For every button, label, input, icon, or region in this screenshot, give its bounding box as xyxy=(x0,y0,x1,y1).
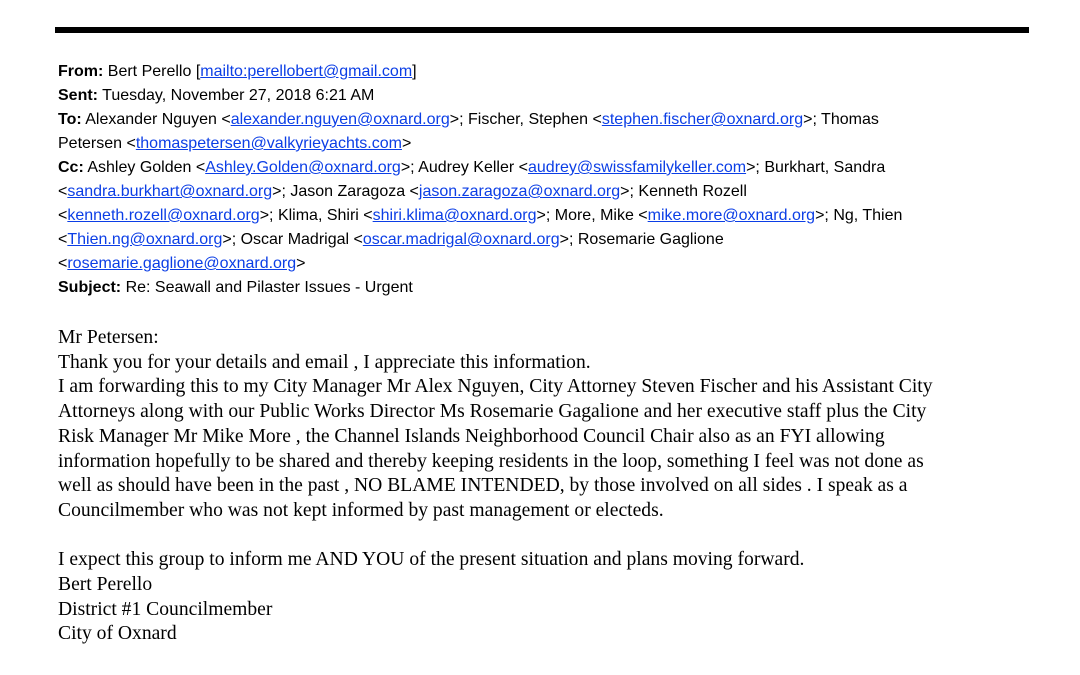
body-line: I expect this group to inform me AND YOU of the present situation and plans moving forward. xyxy=(58,549,805,571)
cc-recipient-name: >; Kenneth Rozell xyxy=(620,183,747,200)
cc-recipient-name: < xyxy=(58,231,68,248)
cc-recipient-name: Ashley Golden < xyxy=(87,159,206,176)
to-label: To: xyxy=(58,111,82,128)
to-recipient-email-link[interactable]: stephen.fischer@oxnard.org xyxy=(601,111,804,128)
cc-line xyxy=(58,156,1033,276)
top-divider xyxy=(55,27,1029,33)
cc-recipient-email-link[interactable]: jason.zaragoza@oxnard.org xyxy=(418,183,621,200)
to-recipient-email-link[interactable]: thomaspetersen@valkyrieyachts.com xyxy=(135,135,402,152)
greeting: Mr Petersen: xyxy=(58,327,159,348)
cc-recipient-name: < xyxy=(58,255,68,272)
body-line: Risk Manager Mr Mike More , the Channel Islands Neighborhood Council Chair also as an FYI allowing xyxy=(58,425,885,447)
from-line xyxy=(58,60,1033,84)
paragraph-gap xyxy=(58,524,1033,549)
body-line: Councilmember who was not kept informed by past management or electeds. xyxy=(58,499,664,521)
cc-recipient-name: >; Oscar Madrigal < xyxy=(222,231,363,248)
signature-organization: City of Oxnard xyxy=(58,623,177,645)
cc-recipient-name: >; More, Mike < xyxy=(536,207,648,224)
signature-name: Bert Perello xyxy=(58,574,153,596)
cc-recipient-email-link[interactable]: sandra.burkhart@oxnard.org xyxy=(67,183,273,200)
from-email-link[interactable]: mailto:perellobert@gmail.com xyxy=(200,63,413,80)
body-line: information hopefully to be shared and thereby keeping residents in the loop, something I feel was not done as xyxy=(58,450,924,472)
from-name: Bert Perello [ xyxy=(107,63,201,80)
email-body xyxy=(58,326,1033,647)
cc-recipient-name: < xyxy=(58,183,68,200)
body-line: well as should have been in the past , NO BLAME INTENDED, by those involved on all sides . I speak as a xyxy=(58,475,908,497)
sent-line xyxy=(58,84,1033,108)
cc-recipient-email-link[interactable]: audrey@swissfamilykeller.com xyxy=(528,159,747,176)
cc-recipient-email-link[interactable]: rosemarie.gaglione@oxnard.org xyxy=(67,255,297,272)
cc-recipient-email-link[interactable]: shiri.klima@oxnard.org xyxy=(372,207,537,224)
subject-label: Subject: xyxy=(58,279,122,296)
email-header xyxy=(58,60,1033,300)
sent-label: Sent: xyxy=(58,87,98,104)
cc-recipient-name: < xyxy=(58,207,68,224)
cc-recipient-name: >; Burkhart, Sandra xyxy=(746,159,886,176)
to-recipient-name: >; Thomas xyxy=(803,111,879,128)
to-recipient-name: Petersen < xyxy=(58,135,136,152)
subject-line xyxy=(58,276,1033,300)
cc-recipient-name: >; Rosemarie Gaglione xyxy=(559,231,724,248)
body-line: Attorneys along with our Public Works Director Ms Rosemarie Gagalione and her executive staff plus the City xyxy=(58,401,927,423)
to-recipient-email-link[interactable]: alexander.nguyen@oxnard.org xyxy=(230,111,450,128)
cc-recipient-name: >; Ng, Thien xyxy=(815,207,903,224)
cc-recipient-email-link[interactable]: Thien.ng@oxnard.org xyxy=(67,231,223,248)
cc-recipient-email-link[interactable]: kenneth.rozell@oxnard.org xyxy=(67,207,260,224)
cc-label: Cc: xyxy=(58,159,84,176)
cc-recipient-name: >; Klima, Shiri < xyxy=(259,207,373,224)
cc-recipient-name: >; Jason Zaragoza < xyxy=(272,183,419,200)
to-end: > xyxy=(401,135,412,152)
to-line xyxy=(58,108,1033,156)
to-recipient-name: Alexander Nguyen < xyxy=(85,111,231,128)
signature-title: District #1 Councilmember xyxy=(58,598,273,620)
cc-recipient-email-link[interactable]: oscar.madrigal@oxnard.org xyxy=(362,231,560,248)
subject-value: Re: Seawall and Pilaster Issues - Urgent xyxy=(125,279,413,296)
cc-end: > xyxy=(296,255,306,272)
cc-recipient-email-link[interactable]: Ashley.Golden@oxnard.org xyxy=(205,159,401,176)
sent-value: Tuesday, November 27, 2018 6:21 AM xyxy=(102,87,375,104)
cc-recipient-email-link[interactable]: mike.more@oxnard.org xyxy=(647,207,816,224)
body-line: I am forwarding this to my City Manager Mr Alex Nguyen, City Attorney Steven Fischer and his Assistant City xyxy=(58,376,933,398)
to-recipient-name: >; Fischer, Stephen < xyxy=(449,111,602,128)
cc-recipient-name: >; Audrey Keller < xyxy=(400,159,528,176)
from-close: ] xyxy=(412,63,417,80)
body-line: Thank you for your details and email , I appreciate this information. xyxy=(58,351,591,373)
from-label: From: xyxy=(58,63,104,80)
